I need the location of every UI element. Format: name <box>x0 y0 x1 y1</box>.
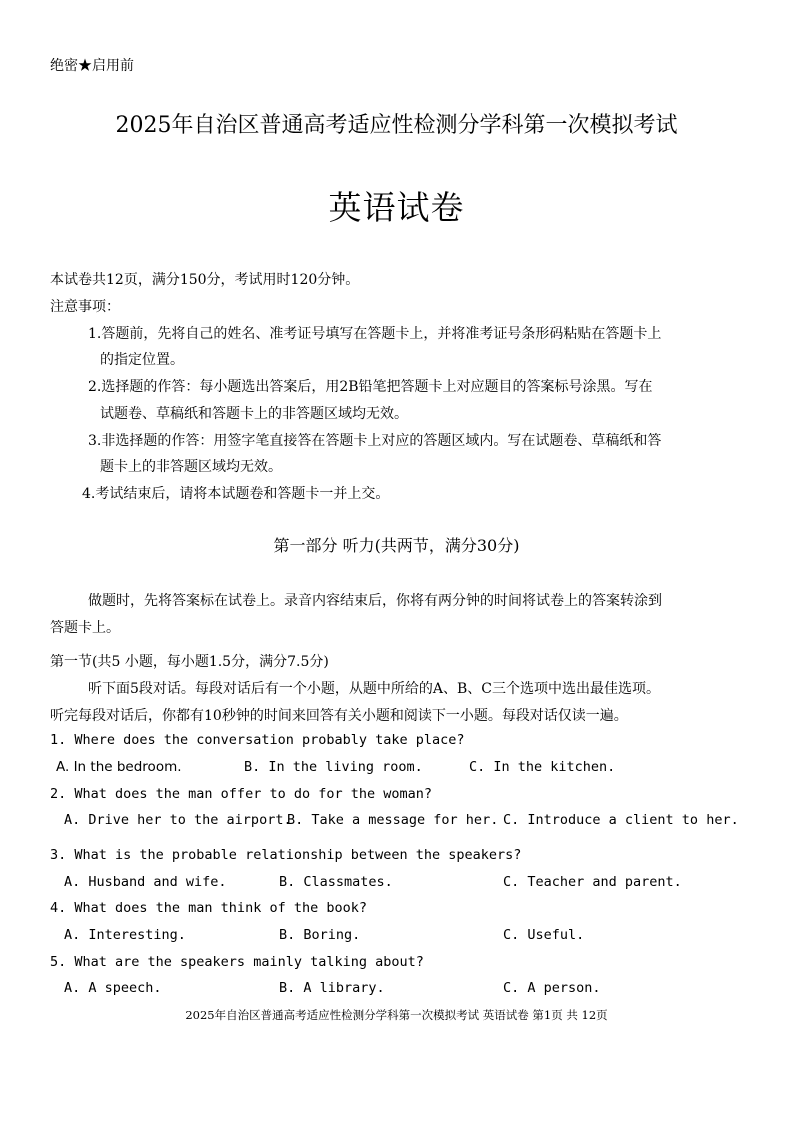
question-stem: 4. What does the man think of the book? <box>50 900 367 916</box>
notice-item-cont: 试题卷、草稿纸和答题卡上的非答题区域均无效。 <box>100 406 408 422</box>
section1-title: 第一节(共5 小题，每小题1.5分，满分7.5分) <box>50 654 329 670</box>
part1-instruction-cont: 答题卡上。 <box>50 620 120 636</box>
option-b: B. In the living room. <box>244 759 423 775</box>
option-c: C. Teacher and parent. <box>503 874 682 890</box>
option-c: C. Introduce a client to her. <box>503 812 739 828</box>
notice-item: 4.考试结束后，请将本试题卷和答题卡一并上交。 <box>82 486 390 502</box>
option-a: A. A speech. <box>64 980 162 996</box>
notice-item-cont: 题卡上的非答题区域均无效。 <box>100 459 282 475</box>
exam-info: 本试卷共12页，满分150分，考试用时120分钟。 <box>50 272 360 288</box>
question-stem: 3. What is the probable relationship between the speakers? <box>50 847 522 863</box>
notice-item: 1.答题前，先将自己的姓名、准考证号填写在答题卡上，并将准考证号条形码粘贴在答题卡上 <box>88 326 662 342</box>
option-b: B. A library. <box>279 980 385 996</box>
option-a: A. Drive her to the airport. <box>64 812 292 828</box>
notice-item-cont: 的指定位置。 <box>100 352 184 368</box>
option-a: A. In the bedroom. <box>56 759 182 775</box>
notice-item: 3.非选择题的作答：用签字笔直接答在答题卡上对应的答题区域内。写在试题卷、草稿纸和答 <box>88 433 662 449</box>
option-b: B. Boring. <box>279 927 361 943</box>
option-a: A. Interesting. <box>64 927 186 943</box>
page-footer: 2025年自治区普通高考适应性检测分学科第一次模拟考试 英语试卷 第1页 共 12页 <box>185 1008 608 1022</box>
option-c: C. Useful. <box>503 927 585 943</box>
option-c: C. In the kitchen. <box>469 759 616 775</box>
question-stem: 2. What does the man offer to do for the woman? <box>50 786 433 802</box>
section1-instruction-cont: 听完每段对话后，你都有10秒钟的时间来回答有关小题和阅读下一小题。每段对话仅读一遍。 <box>50 708 628 724</box>
option-b: B. Classmates. <box>279 874 393 890</box>
subject-title: 英语试卷 <box>328 188 465 227</box>
notice-label: 注意事项： <box>50 299 120 315</box>
part1-title: 第一部分 听力(共两节，满分30分) <box>273 536 520 555</box>
option-b: B. Take a message for her. <box>287 812 499 828</box>
section1-instruction: 听下面5段对话。每段对话后有一个小题，从题中所给的A、B、C三个选项中选出最佳选项。 <box>88 681 661 697</box>
part1-instruction: 做题时，先将答案标在试卷上。录音内容结束后，你将有两分钟的时间将试卷上的答案转涂到 <box>88 593 662 609</box>
option-a: A. Husband and wife. <box>64 874 227 890</box>
option-c: C. A person. <box>503 980 601 996</box>
notice-item: 2.选择题的作答：每小题选出答案后，用2B铅笔把答题卡上对应题目的答案标号涂黑。写在 <box>88 379 653 395</box>
question-stem: 5. What are the speakers mainly talking about? <box>50 954 424 970</box>
exam-title: 2025年自治区普通高考适应性检测分学科第一次模拟考试 <box>115 113 678 138</box>
question-stem: 1. Where does the conversation probably take place? <box>50 732 465 748</box>
secret-mark: 绝密★启用前 <box>50 58 134 74</box>
